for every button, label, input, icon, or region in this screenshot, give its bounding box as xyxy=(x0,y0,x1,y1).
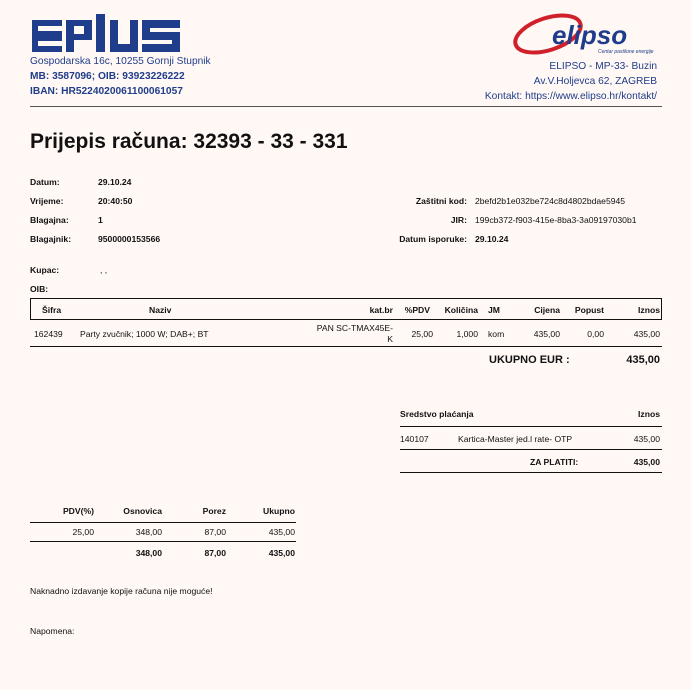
tax-header-rule xyxy=(30,522,296,523)
seller-address: Gospodarska 16c, 10255 Gornji Stupnik xyxy=(30,56,211,67)
col-iznos: Iznos xyxy=(638,305,660,315)
datum-value: 29.10.24 xyxy=(98,177,132,187)
datum-label: Datum: xyxy=(30,177,60,187)
seller-iban: IBAN: HR5224020061100061057 xyxy=(30,86,183,97)
blagajna-value: 1 xyxy=(98,215,103,225)
blagajnik-value: 9500000153566 xyxy=(98,234,161,244)
zastitni-kod-label: Zaštitni kod: xyxy=(415,196,467,206)
zastitni-kod-value: 2befd2b1e032be724c8d4802bdae5945 xyxy=(475,196,626,206)
tax-total-osnovica: 348,00 xyxy=(135,548,162,558)
tax-total-ukupno: 435,00 xyxy=(268,548,295,558)
elipso-logo-text: elipso xyxy=(552,20,628,50)
za-platiti-label: ZA PLATITI: xyxy=(530,457,579,467)
vrijeme-label: Vrijeme: xyxy=(30,196,64,206)
header-divider xyxy=(30,106,662,107)
payment-amount: 435,00 xyxy=(633,434,660,444)
col-jm: JM xyxy=(488,305,500,315)
row-iznos: 435,00 xyxy=(633,329,660,339)
seller-ids: MB: 3587096; OIB: 93923226222 xyxy=(30,71,185,82)
row-jm: kom xyxy=(488,329,505,339)
payment-row-rule xyxy=(400,449,662,450)
items-table-header xyxy=(30,298,662,320)
datum-isporuke-label: Datum isporuke: xyxy=(399,234,467,244)
blagajnik-label: Blagajnik: xyxy=(30,234,72,244)
col-kolicina: Količina xyxy=(444,305,478,315)
jir-value: 199cb372-f903-415e-8ba3-3a09197030b1 xyxy=(475,215,637,225)
oib-label: OIB: xyxy=(30,284,49,294)
copy-note: Naknadno izdavanje kopije računa nije moguće! xyxy=(30,586,213,596)
items-table-bottom-rule xyxy=(30,346,662,347)
tax-row-rule xyxy=(30,541,296,542)
row-kat-br-line2: K xyxy=(387,334,393,344)
payment-header-method: Sredstvo plaćanja xyxy=(400,409,474,419)
row-kat-br-line1: PAN SC-TMAX45E- xyxy=(316,323,393,333)
col-sifra: Šifra xyxy=(42,305,62,315)
tax-col-pdv: PDV(%) xyxy=(62,506,94,516)
row-naziv: Party zvučnik; 1000 W; DAB+; BT xyxy=(80,329,209,339)
elipso-tagline: Centar pastilone energije xyxy=(598,49,654,55)
tax-row-pdv: 25,00 xyxy=(72,527,94,537)
payment-header-amount: Iznos xyxy=(638,409,660,419)
kupac-label: Kupac: xyxy=(30,265,60,275)
elipso-logo xyxy=(512,6,662,58)
row-popust: 0,00 xyxy=(587,329,604,339)
tax-row-osnovica: 348,00 xyxy=(135,527,162,537)
eplus-logo xyxy=(30,12,182,54)
ukupno-eur-value: 435,00 xyxy=(626,354,660,366)
tax-row-porez: 87,00 xyxy=(204,527,226,537)
tax-col-osnovica: Osnovica xyxy=(123,506,162,516)
blagajna-label: Blagajna: xyxy=(30,215,69,225)
payment-method: Kartica-Master jed.l rate- OTP xyxy=(458,434,573,444)
tax-col-ukupno: Ukupno xyxy=(263,506,295,516)
row-cijena: 435,00 xyxy=(533,329,560,339)
col-popust: Popust xyxy=(574,305,604,315)
col-cijena: Cijena xyxy=(534,305,560,315)
col-pdv: %PDV xyxy=(404,305,430,315)
napomena-label: Napomena: xyxy=(30,626,75,636)
store-address: Av.V.Holjevca 62, ZAGREB xyxy=(533,76,657,87)
datum-isporuke-value: 29.10.24 xyxy=(475,234,509,244)
store-name: ELIPSO - MP-33- Buzin xyxy=(549,61,657,72)
jir-label: JIR: xyxy=(450,215,467,225)
row-pdv: 25,00 xyxy=(411,329,433,339)
row-kolicina: 1,000 xyxy=(456,329,478,339)
vrijeme-value: 20:40:50 xyxy=(98,196,133,206)
elipso-logo-graphic xyxy=(512,6,662,58)
kupac-value: , , xyxy=(100,265,108,275)
payment-header-rule xyxy=(400,426,662,427)
tax-row-ukupno: 435,00 xyxy=(268,527,295,537)
ukupno-eur-label: UKUPNO EUR : xyxy=(489,354,570,366)
row-sifra: 162439 xyxy=(34,329,63,339)
col-naziv: Naziv xyxy=(149,305,172,315)
tax-total-porez: 87,00 xyxy=(204,548,226,558)
col-kat-br: kat.br xyxy=(369,305,393,315)
za-platiti-value: 435,00 xyxy=(633,457,660,467)
page-title: Prijepis računa: 32393 - 33 - 331 xyxy=(30,130,348,153)
payment-code: 140107 xyxy=(400,434,429,444)
store-contact: Kontakt: https://www.elipso.hr/kontakt/ xyxy=(484,91,657,102)
tax-col-porez: Porez xyxy=(202,506,226,516)
payment-bottom-rule xyxy=(400,472,662,473)
eplus-logo-graphic xyxy=(30,12,182,54)
